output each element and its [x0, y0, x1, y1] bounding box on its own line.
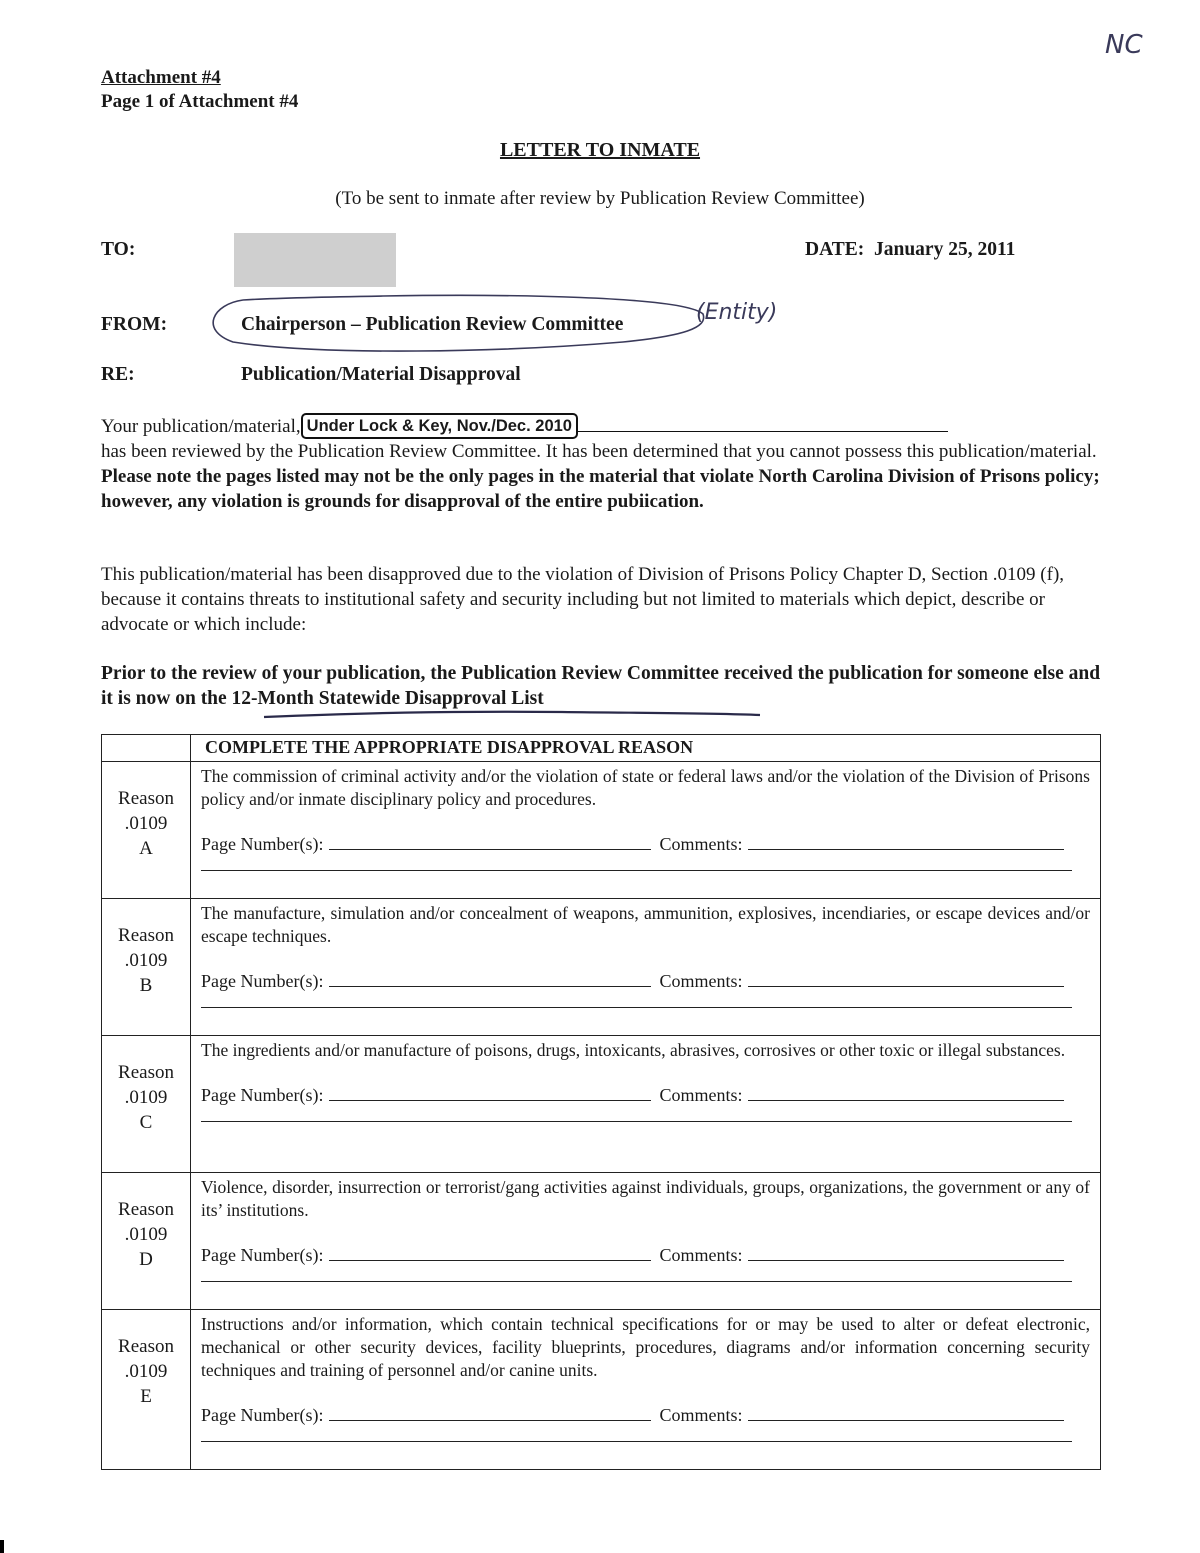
page-numbers-field[interactable]	[329, 839, 651, 850]
comments-field[interactable]	[748, 839, 1064, 850]
reason-text: Violence, disorder, insurrection or terrorist/gang activities against individuals, groups, organizations, the government or any of its’ institutions.	[201, 1177, 1090, 1220]
date-line	[805, 239, 1015, 261]
reason-word: Reason	[118, 788, 174, 809]
comments-continuation-line[interactable]	[201, 1427, 1072, 1442]
reason-cell	[102, 1036, 191, 1173]
page-comments-line	[201, 833, 1090, 856]
paragraph-statewide-list: Prior to the review of your publication, the Publication Review Committee received the publication for someone else and it is now on the 12-Month Statewide Disapproval List	[101, 663, 1101, 709]
letter-subtitle: (To be sent to inmate after review by Publication Review Committee)	[335, 188, 865, 209]
table-header: COMPLETE THE APPROPRIATE DISAPPROVAL REASON	[191, 735, 1101, 762]
comments-label: Comments:	[659, 971, 743, 991]
page-numbers-label: Page Number(s):	[201, 1085, 324, 1105]
attachment-header	[101, 66, 298, 114]
scan-edge-mark	[0, 1540, 4, 1553]
attachment-page: Page 1 of Attachment #4	[101, 91, 299, 112]
p1-bold-note: Please note the pages listed may not be the only pages in the material that violate North Carolina Division of Prisons policy; however, any violation is grounds for disapproval of the entire pubiication.	[101, 466, 1100, 512]
page-numbers-field[interactable]	[329, 1250, 651, 1261]
reason-letter: B	[139, 975, 153, 996]
paragraph-review-notice	[101, 413, 1101, 514]
redacted-recipient	[234, 233, 396, 287]
comments-label: Comments:	[659, 1085, 743, 1105]
attachment-number: Attachment #4	[101, 67, 221, 88]
p1-rest: has been reviewed by the Publication Review Committee. It has been determined that you cannot possess this publication/material.	[101, 441, 1097, 462]
reason-cell	[102, 1310, 191, 1470]
page-numbers-label: Page Number(s):	[201, 1245, 324, 1265]
reason-text: Instructions and/or information, which contain technical specifications for or may be used to alter or defeat electronic, mechanical or other security devices, facility blueprints, procedures, diagrams and/or information concerning security techniques and training of personnel and/or canine units.	[201, 1314, 1090, 1380]
reason-letter: A	[139, 838, 153, 859]
publication-title-stamp: Under Lock & Key, Nov./Dec. 2010	[301, 413, 578, 439]
table-row	[102, 1173, 1101, 1310]
from-label: FROM:	[101, 314, 168, 335]
handwritten-entity-note: (Entity)	[696, 300, 778, 325]
reason-code: .0109	[124, 950, 168, 971]
page-comments-line	[201, 1244, 1090, 1267]
date-label: DATE:	[805, 239, 865, 260]
reason-word: Reason	[118, 1336, 174, 1357]
reason-word: Reason	[118, 1199, 174, 1220]
reason-description-cell	[191, 1036, 1101, 1173]
comments-continuation-line[interactable]	[201, 1107, 1072, 1122]
reason-word: Reason	[118, 925, 174, 946]
page-comments-line	[201, 1404, 1090, 1427]
comments-label: Comments:	[659, 834, 743, 854]
reason-code: .0109	[124, 1087, 168, 1108]
page-numbers-field[interactable]	[329, 1410, 651, 1421]
from-value: Chairperson – Publication Review Committee	[241, 314, 624, 335]
page-numbers-label: Page Number(s):	[201, 1405, 324, 1425]
p1-prefix: Your publication/material,	[101, 416, 301, 437]
reason-letter: C	[139, 1112, 153, 1133]
page-comments-line	[201, 1084, 1090, 1107]
reason-cell	[102, 762, 191, 899]
letter-title: LETTER TO INMATE	[499, 139, 701, 161]
comments-field[interactable]	[748, 1090, 1064, 1101]
comments-label: Comments:	[659, 1405, 743, 1425]
page-numbers-label: Page Number(s):	[201, 834, 324, 854]
comments-continuation-line[interactable]	[201, 993, 1072, 1008]
reason-cell	[102, 1173, 191, 1310]
table-row	[102, 762, 1101, 899]
comments-label: Comments:	[659, 1245, 743, 1265]
handwritten-underline	[262, 707, 762, 721]
reason-text: The commission of criminal activity and/or the violation of state or federal laws and/or the violation of the Division of Prisons policy and/or inmate disciplinary policy and procedures.	[201, 766, 1090, 809]
page-numbers-label: Page Number(s):	[201, 971, 324, 991]
to-label: TO:	[101, 239, 136, 260]
page-comments-line	[201, 970, 1090, 993]
reason-description-cell	[191, 1310, 1101, 1470]
publication-blank-line	[578, 417, 948, 432]
reason-word: Reason	[118, 1062, 174, 1083]
table-header-row	[102, 735, 1101, 762]
reason-code: .0109	[124, 1224, 168, 1245]
table-row	[102, 1036, 1101, 1173]
reason-code: .0109	[124, 1361, 168, 1382]
reason-description-cell	[191, 762, 1101, 899]
paragraph-policy: This publication/material has been disapproved due to the violation of Division of Prisons Policy Chapter D, Section .0109 (f), because it contains threats to institutional safety and security including but not limited to materials which depict, describe or advocate or which include:	[101, 564, 1065, 635]
re-label: RE:	[101, 364, 135, 385]
comments-field[interactable]	[748, 1250, 1064, 1261]
reason-code: .0109	[124, 813, 168, 834]
table-row	[102, 899, 1101, 1036]
comments-continuation-line[interactable]	[201, 1267, 1072, 1282]
handwritten-initials: NC	[1105, 30, 1143, 60]
reason-text: The ingredients and/or manufacture of poisons, drugs, intoxicants, abrasives, corrosives or other toxic or illegal substances.	[201, 1040, 1066, 1060]
page-numbers-field[interactable]	[329, 1090, 651, 1101]
comments-field[interactable]	[748, 976, 1064, 987]
reason-description-cell	[191, 1173, 1101, 1310]
reason-letter: E	[140, 1386, 152, 1407]
reason-letter: D	[139, 1249, 153, 1270]
disapproval-reasons-table	[101, 734, 1101, 1470]
re-value: Publication/Material Disapproval	[241, 364, 521, 385]
reason-text: The manufacture, simulation and/or concealment of weapons, ammunition, explosives, incendiaries, or escape devices and/or escape techniques.	[201, 903, 1090, 946]
header-empty-cell	[102, 735, 191, 762]
date-value: January 25, 2011	[873, 239, 1016, 260]
comments-field[interactable]	[748, 1410, 1064, 1421]
table-row	[102, 1310, 1101, 1470]
reason-cell	[102, 899, 191, 1036]
comments-continuation-line[interactable]	[201, 856, 1072, 871]
reason-description-cell	[191, 899, 1101, 1036]
page-numbers-field[interactable]	[329, 976, 651, 987]
